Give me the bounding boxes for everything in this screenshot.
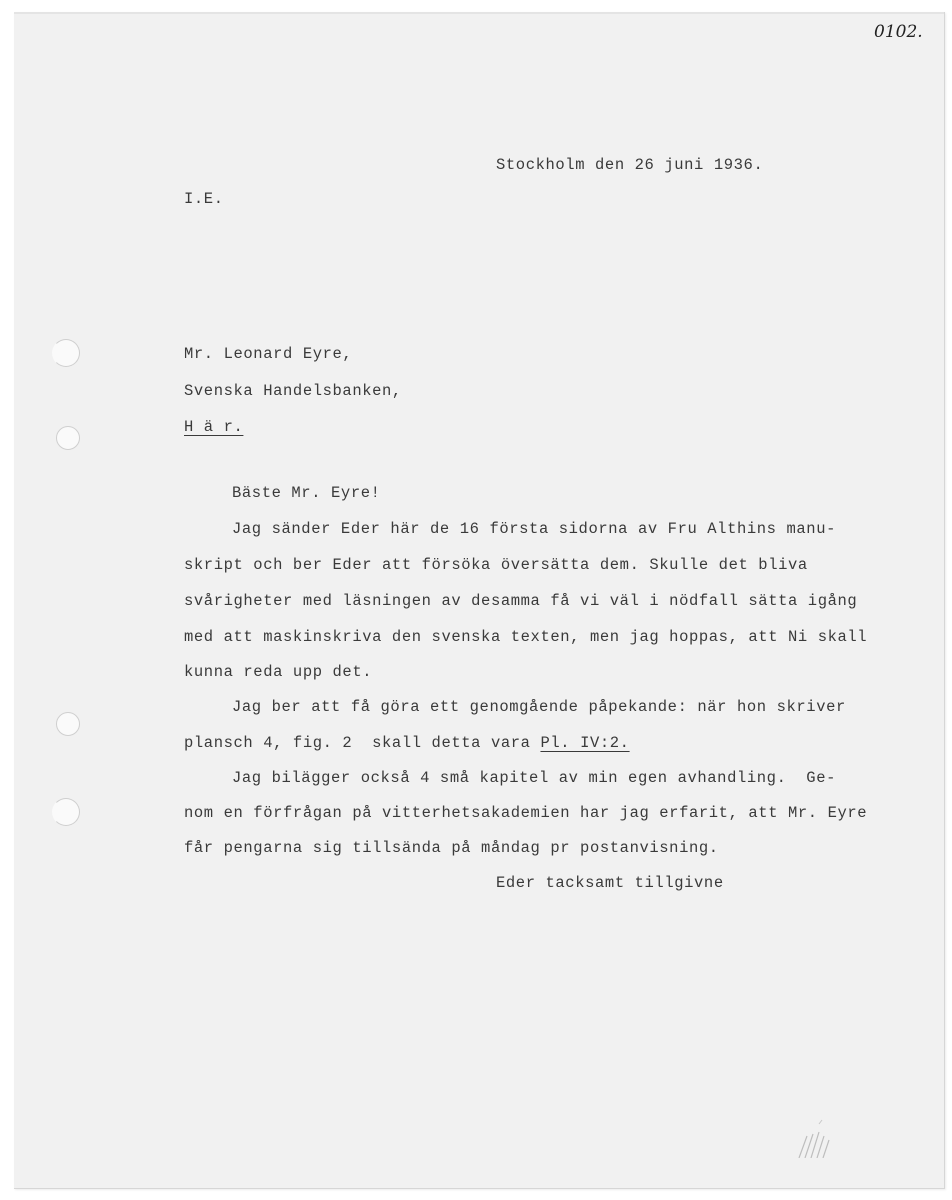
body-line: med att maskinskriva den svenska texten, men jag hoppas, att Ni skall [184,628,868,646]
body-line: Jag ber att få göra ett genomgående påpekande: när hon skriver [232,698,846,716]
page-number: 0102. [874,22,923,42]
recipient-name: Mr. Leonard Eyre, [184,345,353,363]
body-line: Jag bilägger också 4 små kapitel av min egen avhandling. Ge- [232,769,836,787]
punch-hole [56,712,80,736]
recipient-company: Svenska Handelsbanken, [184,382,402,400]
closing: Eder tacksamt tillgivne [496,874,724,892]
punch-hole [52,339,80,367]
plate-reference: Pl. IV:2. [540,734,630,752]
sheet-edge [14,12,944,14]
body-line: Jag sänder Eder här de 16 första sidorna av Fru Althins manu- [232,520,836,538]
body-line-text: plansch 4, fig. 2 skall detta vara [184,734,541,752]
body-line-with-reference [184,734,630,752]
punch-hole [56,426,80,450]
recipient-location: H ä r. [184,418,244,436]
body-line: skript och ber Eder att försöka översätta dem. Skulle det bliva [184,556,808,574]
place-date: Stockholm den 26 juni 1936. [496,156,764,174]
salutation: Bäste Mr. Eyre! [232,484,381,502]
letter-sheet [14,12,945,1189]
sender-initials: I.E. [184,190,224,208]
body-line: får pengarna sig tillsända på måndag pr postanvisning. [184,839,719,857]
body-line: svårigheter med läsningen av desamma få vi väl i nödfall sätta igång [184,592,858,610]
punch-hole [52,798,80,826]
body-line: kunna reda upp det. [184,663,373,681]
paper-wear-mark [789,1118,844,1158]
body-line: nom en förfrågan på vitterhetsakademien har jag erfarit, att Mr. Eyre [184,804,868,822]
